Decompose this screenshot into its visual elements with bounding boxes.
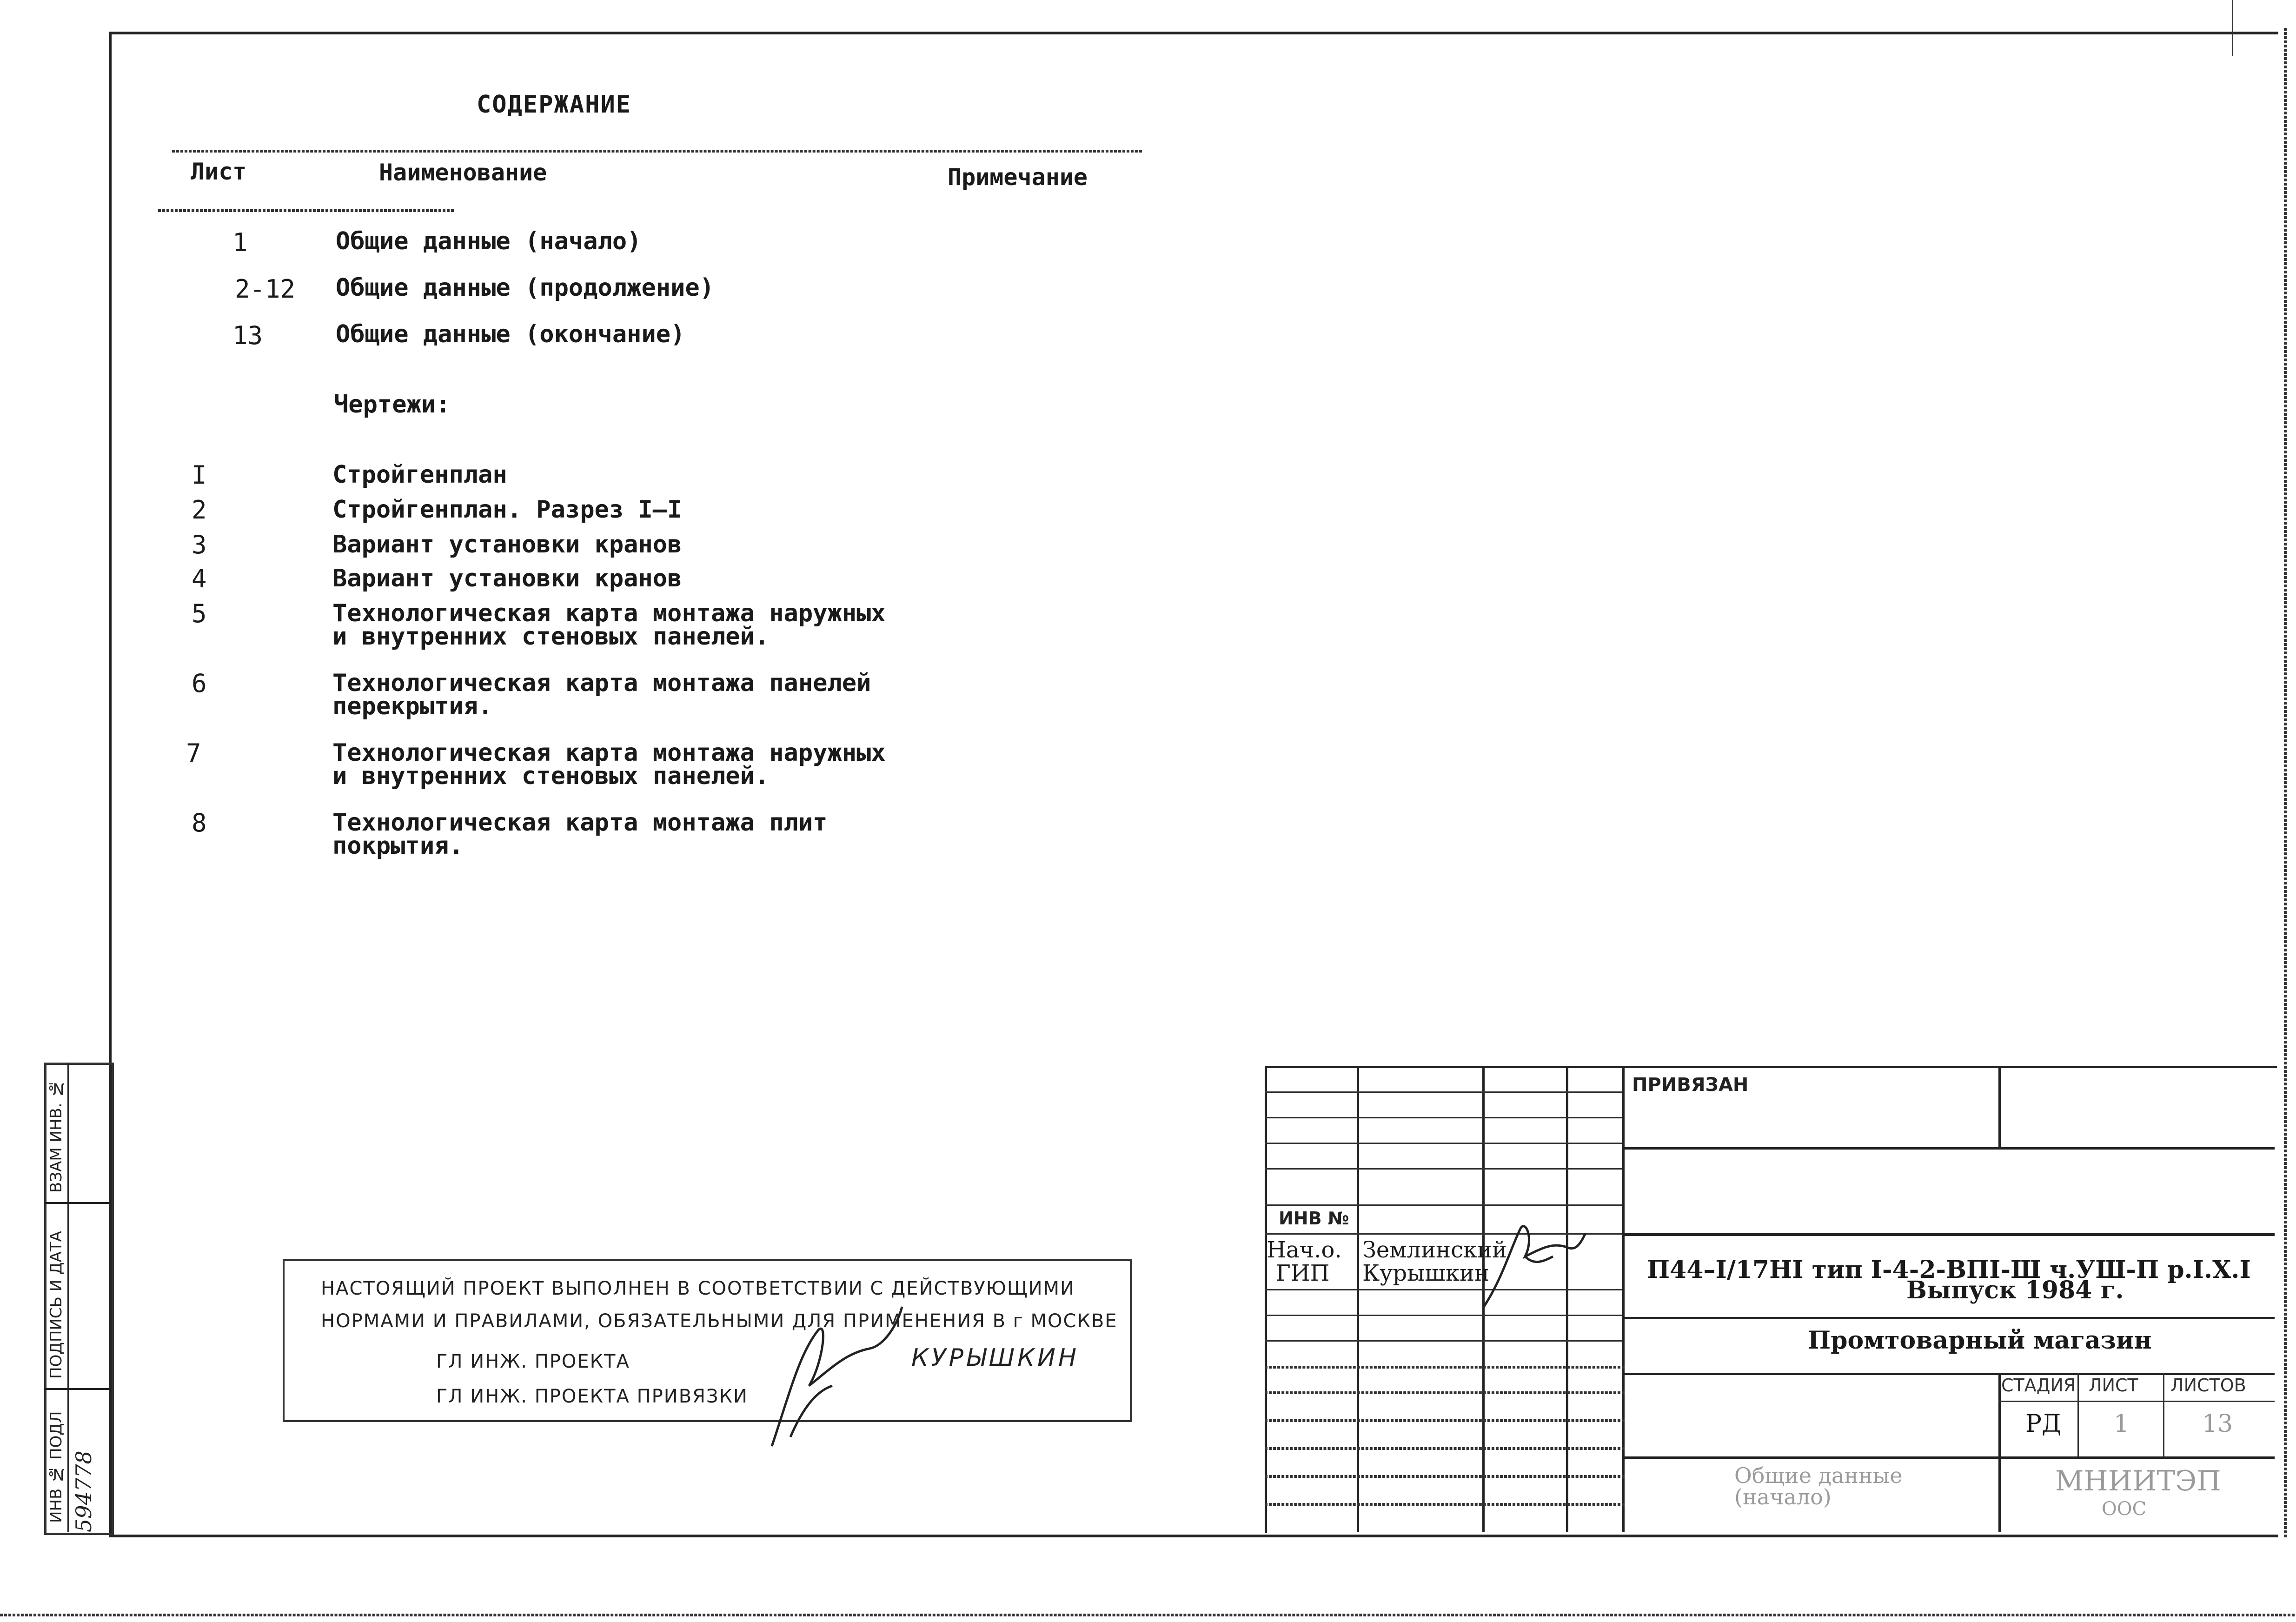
side-strip-rule2 <box>44 1388 109 1390</box>
tb-sheet-value: 1 <box>2114 1410 2130 1438</box>
right-trim-line <box>2284 28 2287 1537</box>
general-item-sheet: 13 <box>232 321 263 350</box>
tb-row-13 <box>1265 1447 1625 1450</box>
general-item-sheet: 2-12 <box>235 274 296 304</box>
tb-row-5 <box>1265 1204 1622 1206</box>
tb-row-12 <box>1265 1419 1625 1422</box>
stamp-line-4: ГЛ ИНЖ. ПРОЕКТА ПРИВЯЗКИ <box>436 1386 748 1407</box>
drawing-item-name: Технологическая карта монтажа плит покрытия. <box>332 809 828 860</box>
label-replace-inv: ВЗАМ ИНВ. № <box>47 1079 66 1193</box>
tb-row-14 <box>1265 1475 1625 1478</box>
tb-sheets-value: 13 <box>2202 1410 2233 1438</box>
contents-title: СОДЕРЖАНИЕ <box>477 91 632 119</box>
tb-row-4 <box>1265 1168 1622 1170</box>
drawing-item-name: Стройгенплан <box>332 461 507 489</box>
stamp-line-2: НОРМАМИ И ПРАВИЛАМИ, ОБЯЗАТЕЛЬНЫМИ ДЛЯ ПРИМЕНЕНИЯ В г МОСКВЕ <box>321 1310 1118 1332</box>
stamp-signature <box>763 1297 911 1456</box>
tb-name-2: Курышкин <box>1362 1260 1489 1286</box>
tb-right-rule-2 <box>1622 1233 2275 1236</box>
stamp-handwritten-name: КУРЫШКИН <box>911 1344 1080 1372</box>
tb-sheet-title: Общие данные (начало) <box>1734 1463 1903 1509</box>
tb-right-vline-bound <box>1998 1066 2001 1147</box>
right-edge-line <box>2232 0 2233 56</box>
tb-issue: Выпуск 1984 г. <box>1906 1276 2124 1304</box>
tb-right-vline-stage <box>1998 1373 2001 1532</box>
tb-row-9 <box>1265 1340 1622 1342</box>
drawing-item-sheet: 8 <box>192 808 207 838</box>
tb-row-2 <box>1265 1117 1622 1118</box>
tb-stage-value: РД <box>2025 1410 2062 1438</box>
drawing-item-sheet: 2 <box>192 495 207 525</box>
title-block <box>1265 1066 2277 1532</box>
tb-project-code: П44–I/17НI тип I-4-2-ВПI-Ш ч.УШ-П р.I.Х.I <box>1647 1256 2251 1284</box>
tb-col-sheet: ЛИСТ <box>2089 1375 2138 1396</box>
tb-col-stage: СТАДИЯ <box>2001 1375 2076 1396</box>
drawing-item-name: Стройгенплан. Разрез I–I <box>332 496 682 524</box>
label-signature-date: ПОДПИСЬ И ДАТА <box>47 1231 66 1379</box>
tb-role-1: Нач.о. <box>1267 1237 1342 1263</box>
tb-row-8 <box>1265 1315 1622 1316</box>
label-inv-original: ИНВ № ПОДЛ <box>47 1411 66 1523</box>
drawing-item-sheet: 5 <box>192 599 207 628</box>
general-item-name: Общие данные (начало) <box>336 227 642 255</box>
stamp-line-1: НАСТОЯЩИЙ ПРОЕКТ ВЫПОЛНЕН В СООТВЕТСТВИИ С ДЕЙСТВУЮЩИМИ <box>321 1278 1075 1299</box>
drawing-item-name: Технологическая карта монтажа панелей перекрытия. <box>332 669 871 720</box>
tb-right-rule-5 <box>1998 1401 2275 1402</box>
drawing-item-name: Вариант установки кранов <box>332 565 682 592</box>
tb-signature <box>1474 1210 1590 1312</box>
tb-bound-label: ПРИВЯЗАН <box>1632 1074 1749 1096</box>
general-item-name: Общие данные (продолжение) <box>336 274 714 302</box>
drawing-item-sheet: 7 <box>186 738 201 768</box>
tb-right-vline-sheets <box>2163 1373 2164 1456</box>
tb-object-name: Промтоварный магазин <box>1808 1326 2152 1355</box>
stamp-line-3: ГЛ ИНЖ. ПРОЕКТА <box>436 1351 630 1372</box>
tb-vline-1 <box>1357 1066 1359 1532</box>
inv-number-handwritten: 594778 <box>71 1450 96 1532</box>
tb-vline-4 <box>1622 1066 1625 1532</box>
col-header-note: Примечание <box>948 164 1088 191</box>
tb-col-sheets: ЛИСТОВ <box>2170 1375 2246 1396</box>
tb-inv-label: ИНВ № <box>1279 1208 1349 1229</box>
tb-row-15 <box>1265 1503 1625 1506</box>
drawing-item-sheet: 3 <box>192 530 207 559</box>
bottom-trim-line <box>0 1614 2296 1616</box>
side-strip <box>44 1063 109 1532</box>
general-item-name: Общие данные (окончание) <box>336 320 685 348</box>
drawing-item-name: Технологическая карта монтажа наружных и внутренних стеновых панелей. <box>332 599 886 651</box>
drawing-item-name: Вариант установки кранов <box>332 531 682 558</box>
tb-right-rule-6 <box>1622 1456 2275 1459</box>
tb-role-2: ГИП <box>1276 1260 1330 1286</box>
drawing-item-sheet: 4 <box>192 564 207 593</box>
tb-right-rule-3 <box>1622 1317 2275 1319</box>
tb-row-11 <box>1265 1391 1625 1394</box>
col-header-name: Наименование <box>379 159 547 186</box>
side-strip-divider <box>67 1063 69 1532</box>
drawing-item-sheet: 6 <box>192 669 207 698</box>
col-header-sheet: Лист <box>191 158 247 185</box>
tb-row-1 <box>1265 1091 1622 1093</box>
tb-row-10 <box>1265 1366 1625 1369</box>
drawing-item-sheet: I <box>192 460 207 490</box>
drawing-item-name: Технологическая карта монтажа наружных и внутренних стеновых панелей. <box>332 739 886 790</box>
tb-row-3 <box>1265 1143 1622 1144</box>
tb-org-sub: ООС <box>2102 1498 2147 1520</box>
header-bottom-rule <box>158 209 454 212</box>
header-top-rule <box>172 150 1142 153</box>
tb-org: МНИИТЭП <box>2055 1465 2221 1497</box>
drawings-heading: Чертежи: <box>334 391 451 419</box>
tb-right-rule-1 <box>1622 1147 2275 1150</box>
tb-right-vline-sheet <box>2077 1373 2079 1456</box>
general-item-sheet: 1 <box>232 228 248 257</box>
tb-name-1: Землинский <box>1362 1237 1507 1263</box>
side-strip-rule1 <box>44 1202 109 1204</box>
